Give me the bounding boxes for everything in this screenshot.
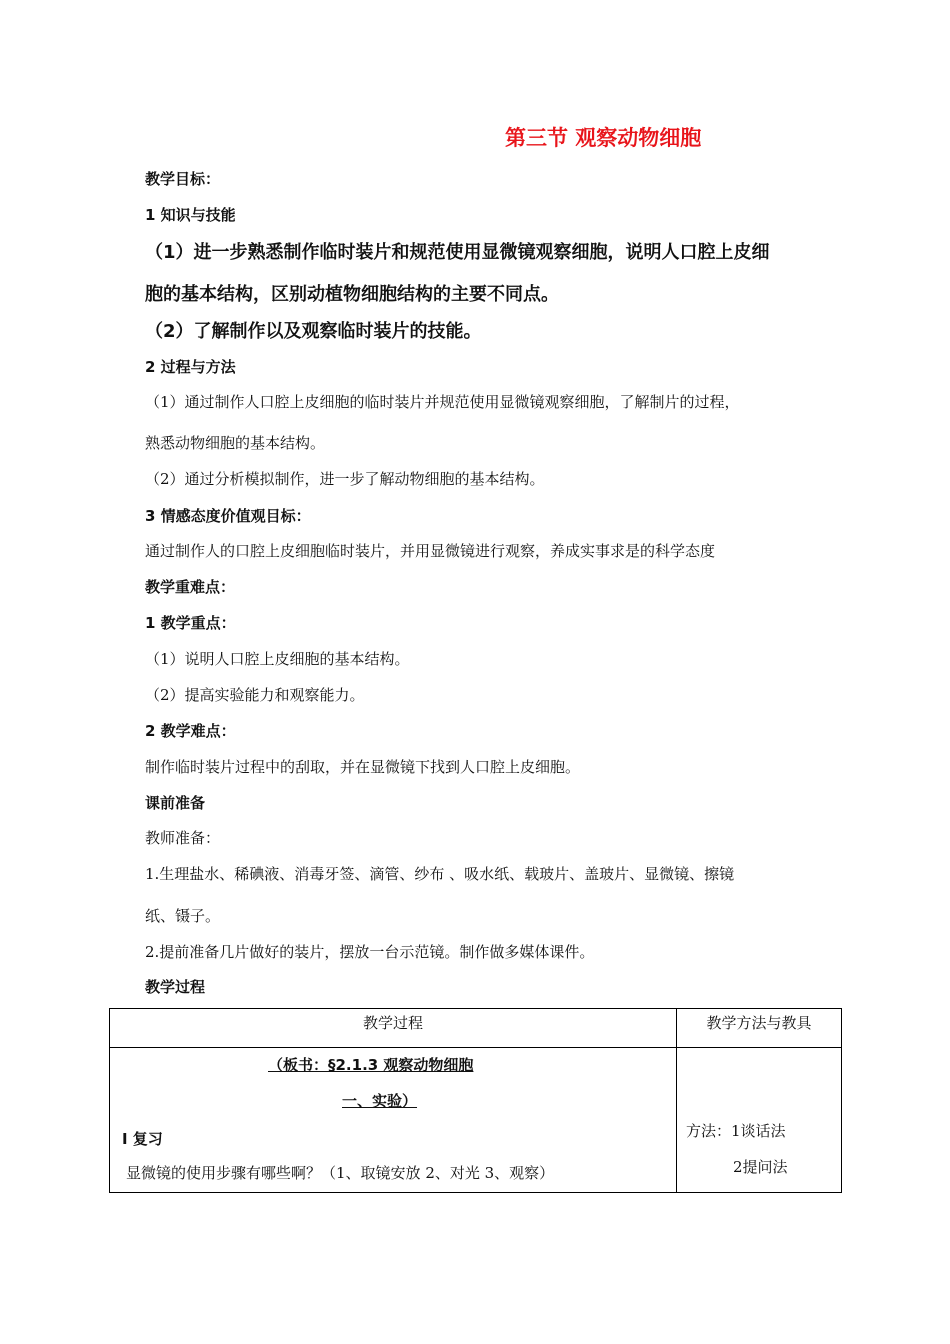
- preparation-item1-line2: 纸、镊子。: [145, 907, 221, 925]
- focus-item1: （1）说明人口腔上皮细胞的基本结构。: [145, 650, 410, 668]
- method-line-2: 2提问法: [733, 1158, 788, 1176]
- methods-cell: [677, 1048, 841, 1192]
- process-item2: （2）通过分析模拟制作，进一步了解动物细胞的基本结构。: [145, 470, 545, 488]
- preparation-item1-line1: 1.生理盐水、稀碘液、消毒牙签、滴管、纱布 、吸水纸、载玻片、盖玻片、显微镜、擦镜: [145, 865, 735, 883]
- preparation-heading: 课前准备: [145, 794, 206, 812]
- experiment-label: 一、实验）: [342, 1092, 418, 1110]
- table-header-methods: 教学方法与教具: [677, 1009, 842, 1048]
- process-item1-line1: （1）通过制作人口腔上皮细胞的临时装片并规范使用显微镜观察细胞，了解制片的过程，: [145, 393, 740, 411]
- process-item1-line2: 熟悉动物细胞的基本结构。: [145, 434, 326, 452]
- process-method-heading: 2 过程与方法: [145, 358, 236, 376]
- difficulty-text: 制作临时装片过程中的刮取，并在显微镜下找到人口腔上皮细胞。: [145, 758, 581, 776]
- knowledge-item1-line2: 胞的基本结构，区别动植物细胞结构的主要不同点。: [145, 284, 559, 305]
- page-title: 第三节 观察动物细胞: [505, 126, 702, 150]
- process-cell: [110, 1048, 676, 1192]
- focus-item2: （2）提高实验能力和观察能力。: [145, 686, 365, 704]
- teaching-process-heading: 教学过程: [145, 978, 206, 996]
- emotion-heading: 3 情感态度价值观目标：: [145, 507, 311, 525]
- knowledge-item1-line1: （1）进一步熟悉制作临时装片和规范使用显微镜观察细胞，说明人口腔上皮细: [145, 242, 770, 263]
- preparation-item2: 2.提前准备几片做好的装片，摆放一台示范镜。制作做多媒体课件。: [145, 943, 595, 961]
- key-points-heading: 教学重难点：: [145, 578, 236, 596]
- board-note: （板书：§2.1.3 观察动物细胞: [268, 1056, 474, 1074]
- knowledge-item2: （2）了解制作以及观察临时装片的技能。: [145, 321, 482, 342]
- teacher-preparation: 教师准备：: [145, 829, 221, 847]
- table-header-process: 教学过程: [110, 1009, 677, 1048]
- difficulty-heading: 2 教学难点：: [145, 722, 236, 740]
- review-heading: Ⅰ 复习: [122, 1130, 163, 1148]
- objectives-heading: 教学目标：: [145, 170, 221, 188]
- emotion-text: 通过制作人的口腔上皮细胞临时装片，并用显微镜进行观察，养成实事求是的科学态度: [145, 542, 716, 560]
- teaching-process-table: [109, 1008, 842, 1193]
- knowledge-heading: 1 知识与技能: [145, 206, 236, 224]
- focus-heading: 1 教学重点：: [145, 614, 236, 632]
- method-line-1: 方法：1谈话法: [686, 1122, 786, 1140]
- review-question: 显微镜的使用步骤有哪些啊？（1、取镜安放 2、对光 3、观察）: [126, 1164, 555, 1182]
